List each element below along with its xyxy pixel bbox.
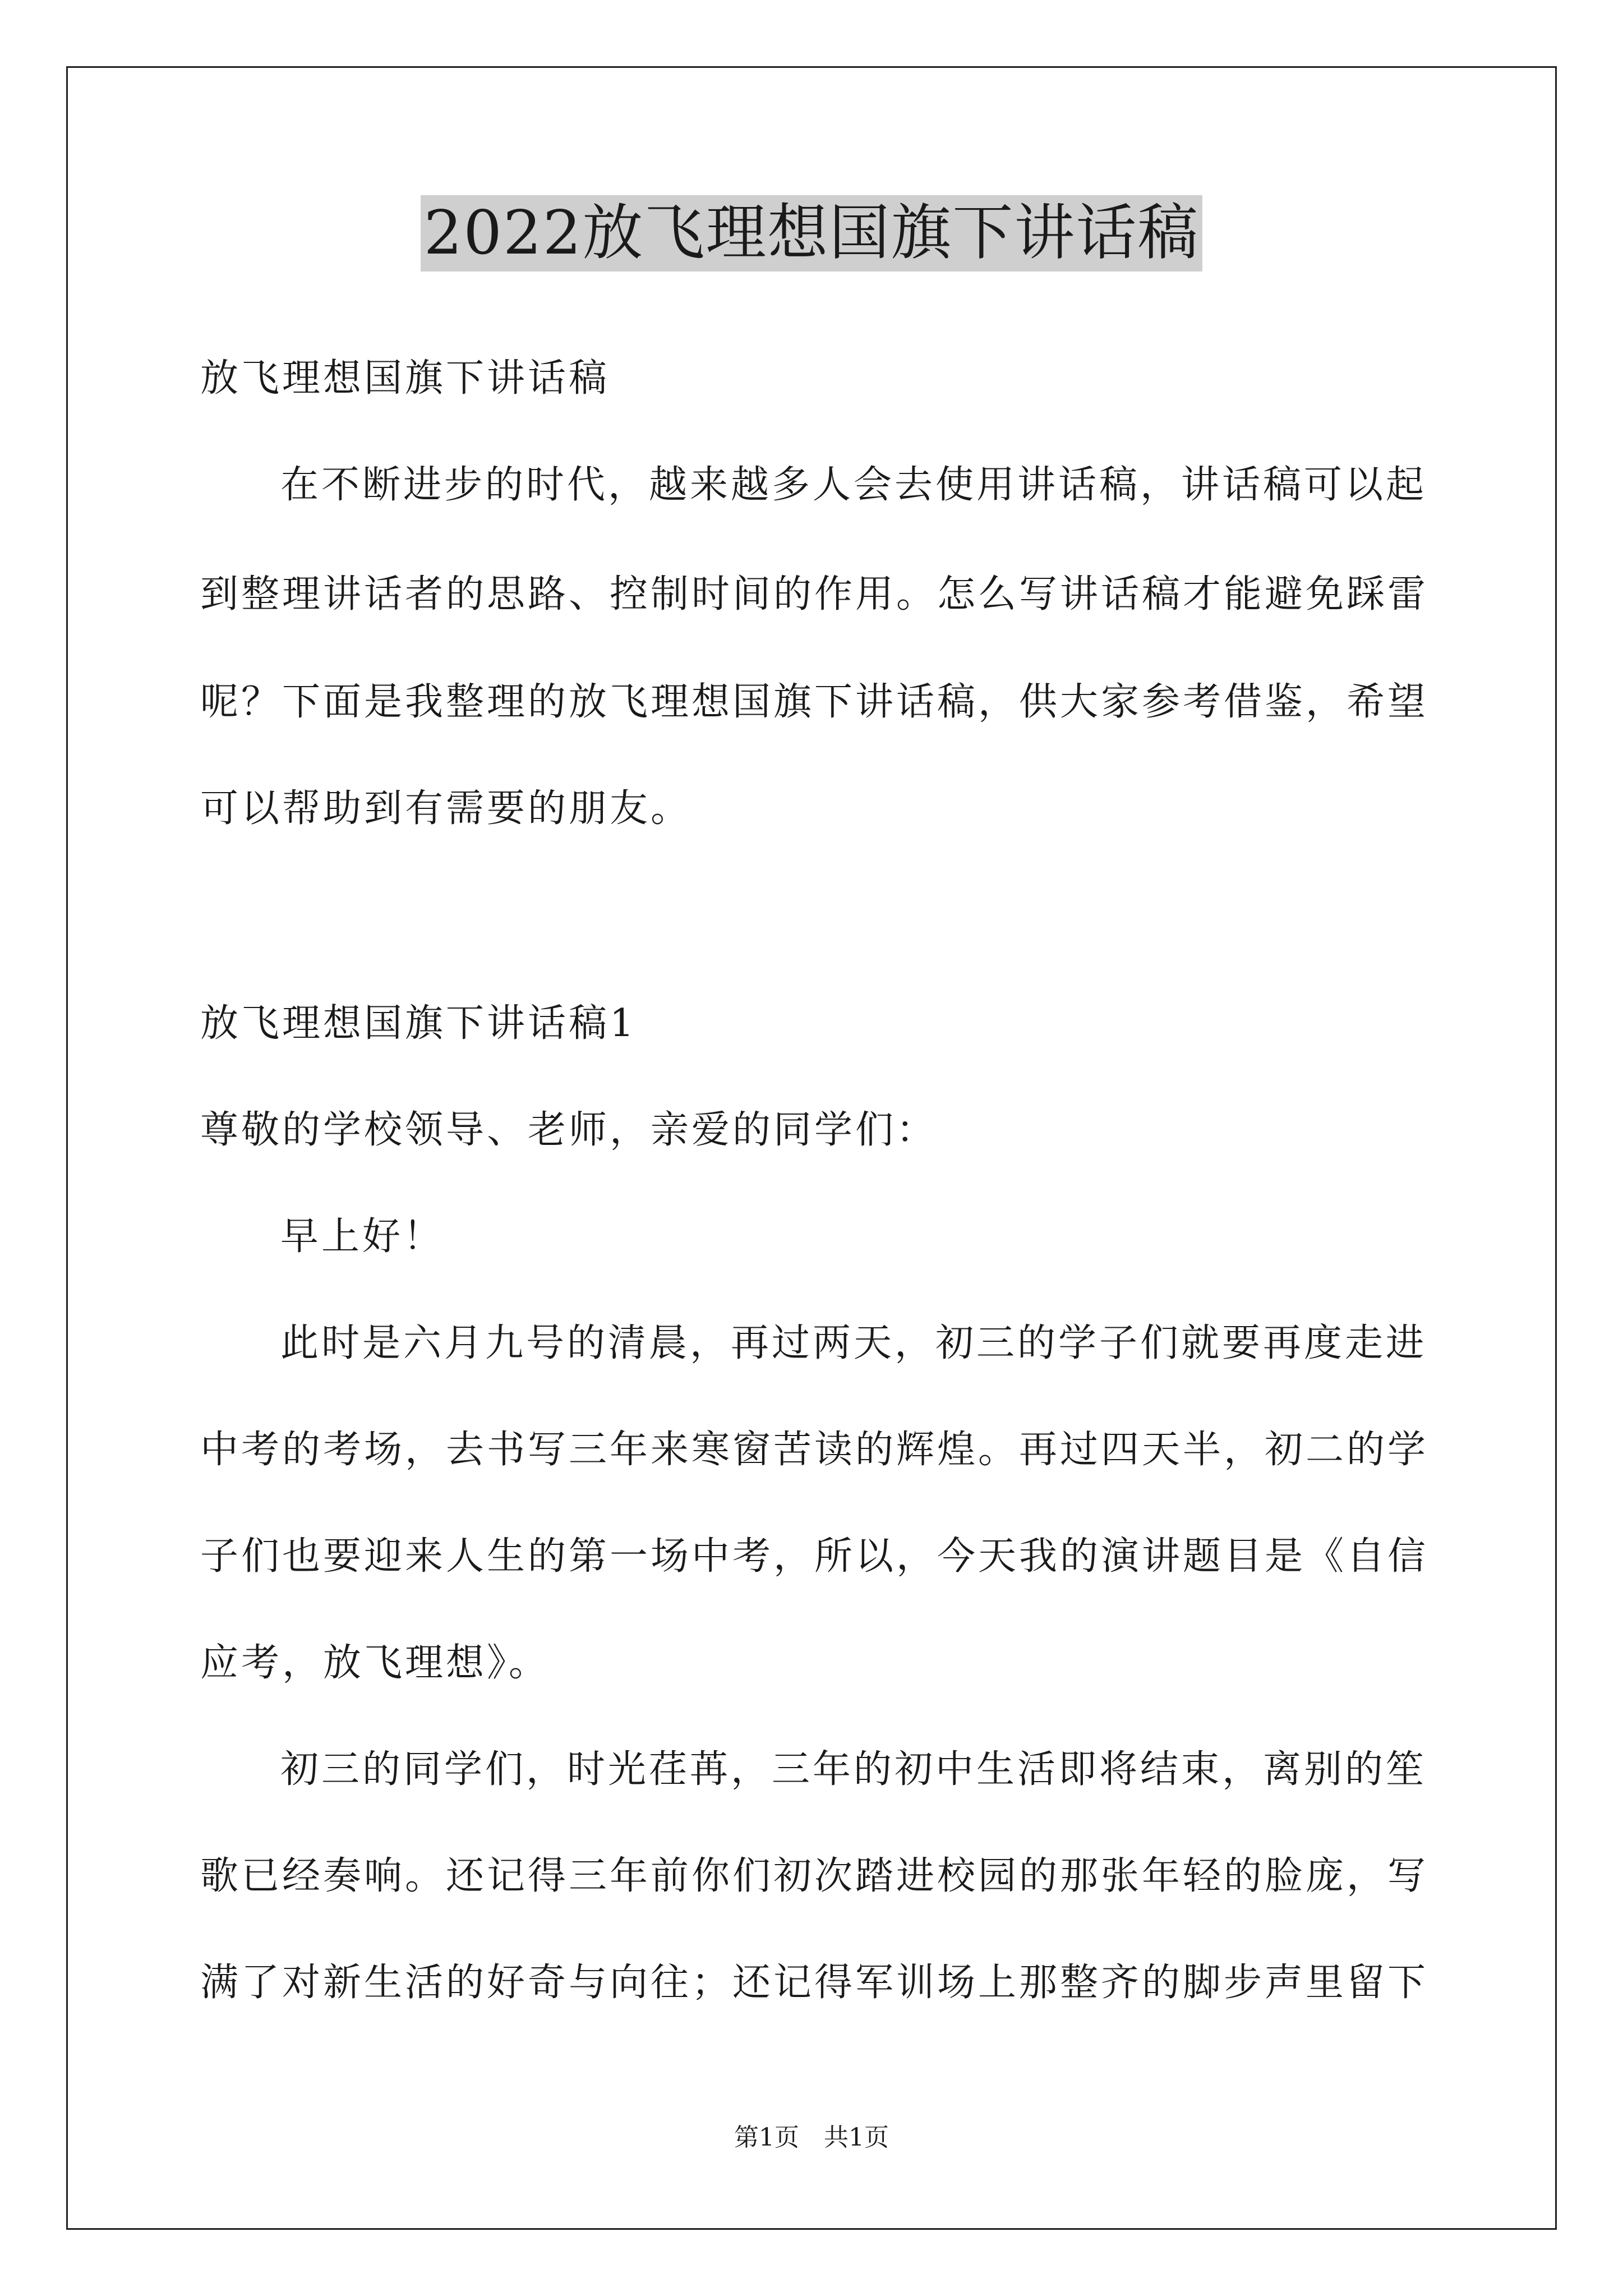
greeting: 早上好！ [280,1214,445,1259]
intro-line-3: 呢？下面是我整理的放飞理想国旗下讲话稿，供大家参考借鉴，希望 [200,680,1429,724]
paragraph1-line-4: 应考，放飞理想》。 [200,1641,550,1685]
intro-line-1: 在不断进步的时代，越来越多人会去使用讲话稿，讲话稿可以起 [280,463,1427,507]
paragraph1-line-2: 中考的考场，去书写三年来寒窗苦读的辉煌。再过四天半，初二的学 [200,1428,1429,1472]
subtitle: 放飞理想国旗下讲话稿 [200,356,610,401]
intro-line-2: 到整理讲话者的思路、控制时间的作用。怎么写讲话稿才能避免踩雷 [200,572,1429,616]
page-footer: 第1页 共1页 [734,2123,889,2152]
title-container [0,195,1623,272]
paragraph2-line-1: 初三的同学们，时光荏苒，三年的初中生活即将结束，离别的笙 [280,1747,1427,1792]
document-title: 2022放飞理想国旗下讲话稿 [421,195,1203,272]
paragraph1-line-1: 此时是六月九号的清晨，再过两天，初三的学子们就要再度走进 [280,1321,1427,1365]
section-heading: 放飞理想国旗下讲话稿1 [200,1001,637,1046]
paragraph2-line-2: 歌已经奏响。还记得三年前你们初次踏进校园的那张年轻的脸庞，写 [200,1854,1429,1898]
intro-line-4: 可以帮助到有需要的朋友。 [200,786,692,831]
paragraph1-line-3: 子们也要迎来人生的第一场中考，所以，今天我的演讲题目是《自信 [200,1534,1429,1579]
paragraph2-line-3: 满了对新生活的好奇与向往；还记得军训场上那整齐的脚步声里留下 [200,1961,1429,2005]
salutation: 尊敬的学校领导、老师，亲爱的同学们： [200,1108,938,1152]
